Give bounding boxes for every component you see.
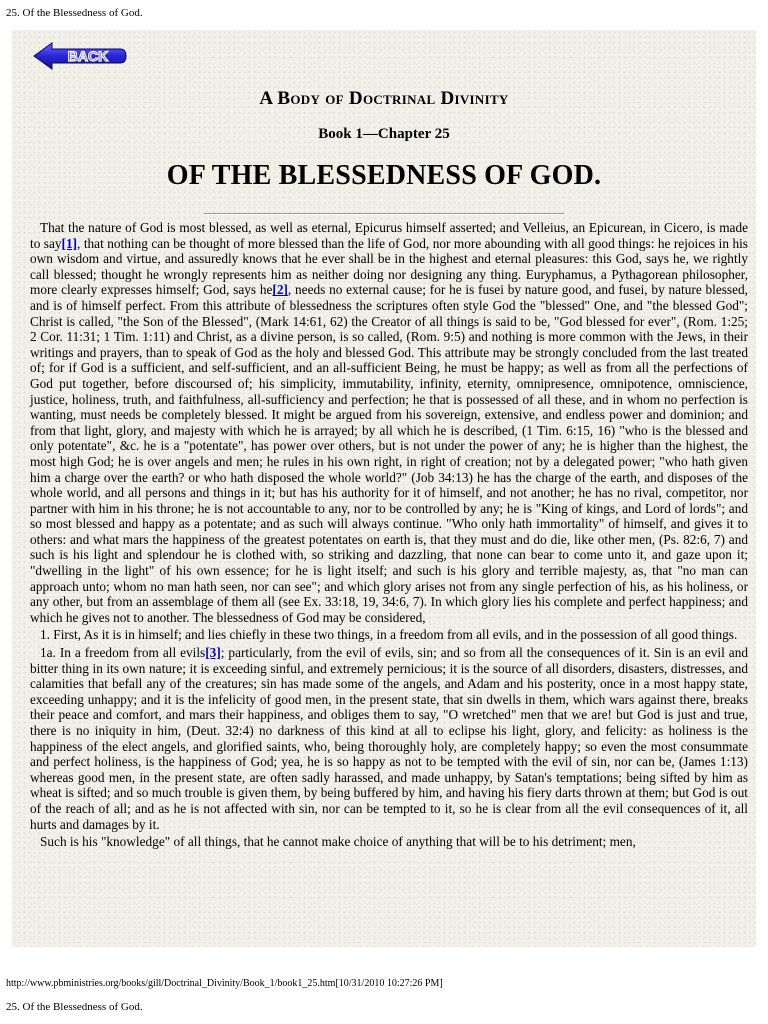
paragraph [30, 834, 748, 850]
page-content [12, 30, 756, 947]
back-arrow-icon [32, 40, 128, 72]
paragraph-text: ; particularly, from the evil of evils, sin; and so from all the consequences of it. Sin is an evil and bitter thing in its own nature; it is exceeding sinful, and extremely pernicious; it is the source of all disorders, disasters, distresses, and calamities that befall any of the creatures; sin has made some of the angels, and Adam and his posterity, once in a most happy state, exceeding unhappy; and it is the infelicity of good men, in the present state, that sin dwells in them, which wars against there, breaks their peace and comfort, and mars their happiness, and obliges them to say, "O wretched" men that we are! but God is just and true, there is no iniquity in him, (Deut. 32:4) no darkness of this kind at all to eclipse his light, glory, and felicity: as holiness is the happiness of the elect angels, and glorified saints, who, being thoroughly holy, are completely happy; so even the most consummate and perfect holiness, is the happiness of God; yea, he is so happy as not to be tempted with the evil of sin, nor can be, (James 1:13) whereas good men, in the present state, are often sadly harassed, and made unhappy, by Satan's temptations; being sifted by him as wheat is sifted; and so much trouble is given them, by being buffered by him, and having his fiery darts thrown at them; but God is out of the reach of all; and as he is not affected with sin, nor can be tempted to it, so he is clear from all the evil consequences of it, all hurts and damages by it. [30, 645, 748, 832]
paragraph [30, 627, 748, 643]
paragraph [30, 220, 748, 625]
print-footer-url: http://www.pbministries.org/books/gill/Doctrinal_Divinity/Book_1/book1_25.htm[10/31/2010 10:27:26 PM] [6, 978, 443, 989]
book-title: A Body of Doctrinal Divinity [259, 88, 509, 109]
footnote-link[interactable]: [2] [272, 282, 288, 298]
paragraph-text: That the nature of God is most blessed, as well as eternal, Epicurus himself asserted; and Velleius, an Epicurean, in Cicero, is made to say [30, 220, 748, 251]
chapter-label: Book 1—Chapter 25 [318, 126, 450, 142]
print-header: 25. Of the Blessedness of God. [6, 7, 143, 19]
paragraph [30, 645, 748, 832]
page-title: OF THE BLESSEDNESS OF GOD. [166, 160, 602, 191]
paragraph-text: 1a. In a freedom from all evils [40, 645, 206, 661]
paragraph-text: Such is his "knowledge" of all things, that he cannot make choice of anything that will be to his detriment; men, [40, 834, 636, 850]
paragraph-text: 1. First, As it is in himself; and lies chiefly in these two things, in a freedom from all evils, and in the possession of all good things. [40, 627, 738, 643]
paragraph-text: , needs no external cause; for he is fusei by nature good, and fusei, by nature blessed, and is of himself perfect. From this attribute of blessedness the scriptures often style God the "blessed" One, and "the blessed God"; Christ is called, "the Son of the Blessed", (Mark 14:61, 62) the Creator of all things is said to be, "God blessed for ever", (Rom. 1:25; 2 Cor. 11:31; 1 Tim. 1:11) and Christ, as a divine person, is so called, (Rom. 9:5) and nothing is more common with the Jews, in their writings and prayers, than to speak of God as the holy and blessed God. This attribute may be strongly concluded from the last treated of; for if God is a sufficient, and self-sufficient, and an all-sufficient Being, he must be happy; as well as from all the perfections of God put together, before discoursed of; his simplicity, immutability, infinity, eternity, omnipresence, omnipotence, omniscience, justice, holiness, truth, and faithfulness, all-sufficiency and perfection; he that is possessed of all these, and in whom no perfection is wanting, must needs be completely blessed. It might be argued from his sovereign, extensive, and endless power and dominion; and from that light, glory, and majesty with which he is arrayed; by all which he is described, (1 Tim. 6:15, 16) "who is the blessed and only potentate", &c. he is a "potentate", has power over others, but is not under the power of any; he is higher than the highest, the most high God; he is over angels and men; he rules in his own right, in right of creation; not by a delegated power; "who hath given him a charge over the earth? or who hath disposed the whole world?" (Job 34:13) he has the charge of the earth, and disposes of the whole world, and all persons and things in it; but has his authority for it of himself, and not another; he has no rival, competitor, nor partner with him in his throne; he is not accountable to any, nor to be controlled by any; he is "King of kings, and Lord of lords"; and so most blessed and happy as a potentate; and as such will always continue. "Who only hath immortality" of himself, and gives it to others: and what mars the happiness of the greatest potentates on earth is, that they must and do die, like other men, (Ps. 82:6, 7) and such is his light and splendour he is clothed with, so striking and dazzling, that none can bear to come unto it, and gaze upon it; "dwelling in the light" of his own essence; for he is light itself; and such is his glory and terrible majesty, as, that "no man can approach unto; whom no man hath seen, nor can see"; and which glory arises not from any single perfection of his, as his holiness, or any other, but from an assemblage of them all (see Ex. 33:18, 19, 34:6, 7). In which glory lies his complete and perfect happiness; and which he gives not to another. The blessedness of God may be considered, [30, 282, 748, 625]
body-text [30, 220, 748, 852]
print-footer-title: 25. Of the Blessedness of God. [6, 1001, 143, 1013]
paragraph-text: , that nothing can be thought of more blessed than the life of God, nor more abounding with all good things: he rejoices in his own wisdom and virtue, and assuredly knows that he ever shall be in the highest and eternal pleasures: this God, says he, we rightly call blessed; thought he wrongly represents him as neither doing nor designing any thing. Euryphamus, a Pythagorean philosopher, more clearly expresses himself; God, says he [30, 235, 748, 298]
back-button-label: BACK [67, 48, 109, 64]
footnote-link[interactable]: [1] [61, 235, 78, 251]
footnote-link[interactable]: [3] [205, 645, 221, 661]
back-button[interactable] [32, 40, 128, 72]
divider [204, 213, 564, 215]
